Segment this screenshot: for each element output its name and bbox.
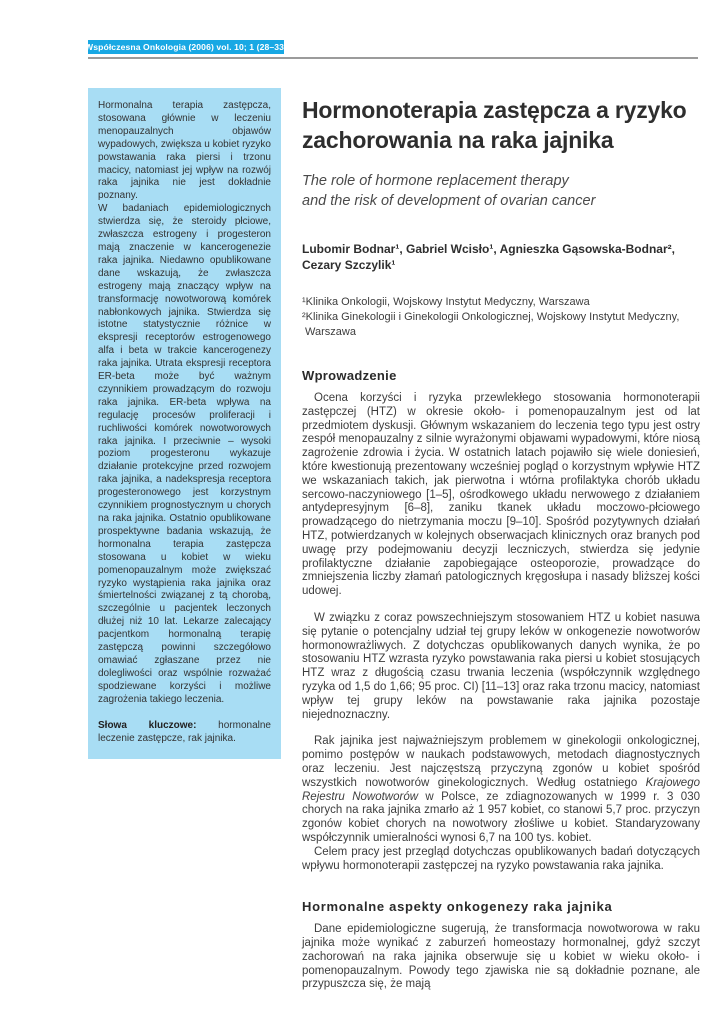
article-title-line-1: Hormonoterapia zastępcza a ryzyko <box>302 97 687 123</box>
intro-paragraph-3-registry-name: Krajowego Rejestru Nowotworów <box>302 776 700 803</box>
section-heading-introduction: Wprowadzenie <box>302 368 397 383</box>
header-divider-rule <box>88 57 698 59</box>
keywords-label: Słowa kluczowe: <box>98 719 197 731</box>
affiliation-2: ²Klinika Ginekologii i Ginekologii Onkologicznej, Wojskowy Instytut Medyczny, <box>302 311 680 323</box>
article-title-line-2: zachorowania na raka jajnika <box>302 127 614 153</box>
intro-paragraph-2: W związku z coraz powszechniejszym stosowaniem HTZ u kobiet nasuwa się pytanie o potencjalny udział tej grupy leków w onkogenezie nowotworów hormonowrażliwych. Z dotychczas opublikowanych danych wynika, że po stosowaniu HTZ wzrasta ryzyko powstawania raka piersi u kobiet stosujących HTZ wraz z długością czasu trwania leczenia (współczynnik względnego ryzyka od 1,5 do 1,66; 95 proc. CI) [11–13] oraz raka trzonu macicy, natomiast wpływ tej grupy leków na powstawanie raka jajnika pozostaje niejednoznaczny. <box>302 611 700 721</box>
intro-paragraph-3-post: w Polsce, ze zdiagnozowanych w 1999 r. 3 030 chorych na raka jajnika zmarło aż 1 957 kobiet, co stanowi 5,7 proc. przyczyn zgonów kobiet chorych na nowotwory złośliwe u kobiet. Standaryzowany współczynnik umieralności wynosi 6,7 na 100 tys. kobiet. <box>302 790 700 844</box>
intro-paragraph-3-pre: Rak jajnika jest najważniejszym problemem w ginekologii onkologicznej, pomimo postępów w naukach podstawowych, metodach diagnostycznych oraz leczeniu. Jest najczęstszą przyczyną zgonów u kobiet spośród wszystkich nowotworów ginekologicznych. Według ostatniego <box>302 735 700 789</box>
affiliations-block <box>302 295 700 340</box>
article-subtitle-line-1: The role of hormone replacement therapy <box>302 173 569 189</box>
article-main-column <box>302 95 700 992</box>
section-heading-hormonal-aspects: Hormonalne aspekty onkogenezy raka jajnika <box>302 899 613 915</box>
intro-paragraph-1: Ocena korzyści i ryzyka przewlekłego stosowania hormonoterapii zastępczej (HTZ) w okresie około- i pomenopauzalnym jest od lat przedmiotem dyskusji. Głównym wskazaniem do leczenia tego typu jest ostry zespół menopauzalny z silnie wyrażonymi objawami wypadowymi, które niosą zagrożenie zdrowia i życia. W ostatnich latach pojawiło się wiele doniesień, które kwestionują prezentowany wcześniej pogląd o korzystnym wpływie HTZ we wskazaniach takich, jak pierwotna i wtórna profilaktyka chorób układu sercowo-naczyniowego [1–5], ośrodkowego układu nerwowego z działaniem antydepresyjnym [6–8], zaniku tkanek układu moczowo-płciowego prowadzącego do nietrzymania moczu [9–10]. Spośród pozytywnych działań HTZ, potwierdzanych w kolejnych obserwacjach klinicznych oraz branych pod uwagę przy podejmowaniu decyzji leczniczych, stwierdza się jedynie profilaktyczne działanie zapobiegające osteoporozie, prowadzące do zmniejszenia liczby złamań patologicznych kręgosłupa i nasady bliższej kości udowej. <box>302 392 700 598</box>
journal-reference-text: Współczesna Onkologia (2006) vol. 10; 1 (28–33) <box>85 42 287 52</box>
keywords-text: hormonalne leczenie zastępcze, rak jajnika. <box>98 719 271 744</box>
author-list <box>302 241 700 273</box>
journal-reference-badge <box>85 40 287 54</box>
abstract-sidebar <box>88 88 281 759</box>
article-title <box>302 95 700 155</box>
abstract-paragraph-1: Hormonalna terapia zastępcza, stosowana głównie w leczeniu menopauzalnych objawów wypadowych, zwiększa u kobiet ryzyko powstawania raka piersi i trzonu macicy, natomiast jej wpływ na rozwój raka jajnika nie jest dokładnie poznany. <box>98 100 271 202</box>
article-subtitle-line-2: and the risk of development of ovarian cancer <box>302 193 596 209</box>
author-list-line-2: Cezary Szczylik¹ <box>302 258 396 272</box>
intro-paragraph-3 <box>302 735 700 845</box>
affiliation-3: Warszawa <box>305 326 356 338</box>
affiliation-1: ¹Klinika Onkologii, Wojskowy Instytut Medyczny, Warszawa <box>302 296 590 308</box>
article-subtitle-english <box>302 171 700 211</box>
intro-paragraph-4: Celem pracy jest przegląd dotychczas opublikowanych badań dotyczących wpływu hormonoterapii zastępczej na ryzyko powstawania raka jajnika. <box>302 845 700 872</box>
keywords-line <box>98 720 271 746</box>
hormonal-paragraph-1: Dane epidemiologiczne sugerują, że transformacja nowotworowa w raku jajnika może wynikać z zaburzeń homeostazy hormonalnej, gdyż szczyt zachorowań na raka jajnika obserwuje się u kobiet w wieku około- i pomenopauzalnym. Powody tego zjawiska nie są dokładnie poznane, ale przypuszcza się, że mają <box>302 923 700 991</box>
abstract-paragraph-2: W badaniach epidemiologicznych stwierdza się, że steroidy płciowe, zwłaszcza estrogeny i progesteron mają znaczenie w kancerogenezie raka jajnika. Niedawno opublikowane dane wskazują, że zwłaszcza estrogeny mają znaczący wpływ na transformację nowotworową komórek nabłonkowych jajnika. Stwierdza się istotne statystycznie różnice w ekspresji receptorów estrogenowego alfa i beta w trakcie kancerogenezy raka jajnika. Utrata ekspresji receptora ER-beta może być ważnym czynnikiem prowadzącym do rozwoju raka jajnika. ER-beta wpływa na regulację procesów proliferacji i ruchliwości komórek nowotworowych raka jajnika. I przeciwnie – wysoki poziom progesteronu wykazuje działanie protekcyjne przed rozwojem raka jajnika, a nadekspresja receptora progesteronowego jest korzystnym czynnikiem prognostycznym u chorych na raka jajnika. Ostatnio opublikowane prospektywne badania wskazują, że hormonalna terapia zastępcza stosowana u kobiet w wieku pomenopauzalnym może zwiększać ryzyko wystąpienia raka jajnika oraz śmiertelności związanej z tą chorobą, szczególnie u pacjentek leczonych dłużej niż 10 lat. Lekarze zalecający pacjentkom hormonalną terapię zastępczą powinni szczegółowo omawiać zgłaszane przez nie dolegliwości oraz wspólnie rozważać spodziewane korzyści i możliwe zagrożenia takiego leczenia. <box>98 203 271 705</box>
author-list-line-1: Lubomir Bodnar¹, Gabriel Wcisło¹, Agnieszka Gąsowska-Bodnar², <box>302 242 675 256</box>
